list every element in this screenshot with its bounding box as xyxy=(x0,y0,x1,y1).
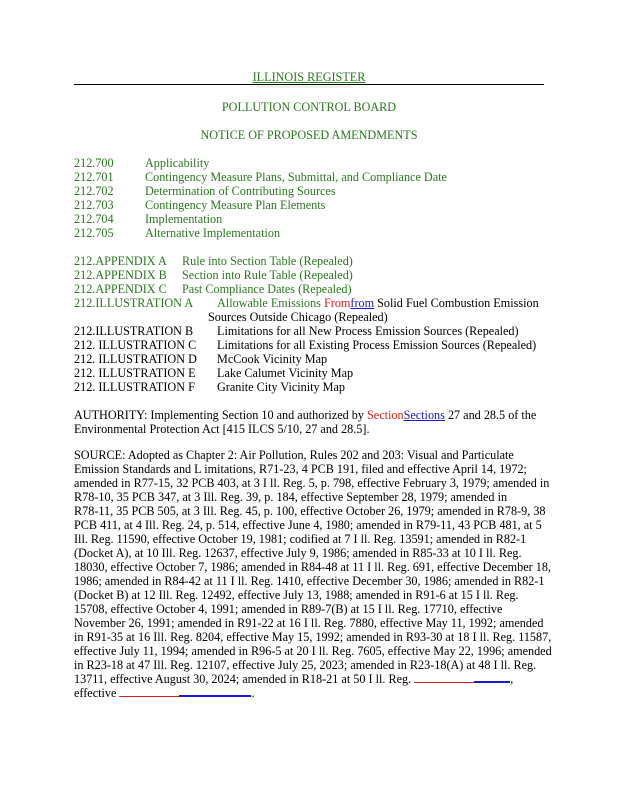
illustration-number: 212.ILLUSTRATION B xyxy=(74,324,194,338)
section-title: Determination of Contributing Sources xyxy=(145,184,336,198)
illustration-title: Lake Calumet Vicinity Map xyxy=(217,366,354,380)
source-line: in R23-18 at 47 Ill. Reg. 12107, effective July 25, 2023; amended in R23-18(A) at 48 I ll. Reg. xyxy=(74,658,537,672)
authority-line: Environmental Protection Act [415 ILCS 5/10, 27 and 28.5]. xyxy=(74,422,370,436)
blank-blue-underline xyxy=(179,686,251,697)
appendix-title: Past Compliance Dates (Repealed) xyxy=(182,282,352,296)
source-line: November 26, 1991; amended in R91-22 at 16 I ll. Reg. 7880, effective May 11, 1992; amended xyxy=(74,616,544,630)
illustration-title-pre: Allowable Emissions xyxy=(217,296,324,310)
illustration-title-continuation: Sources Outside Chicago (Repealed) xyxy=(208,310,388,324)
source-line: amended in R77-15, 32 PCB 403, at 3 I ll. Reg. 5, p. 798, effective February 3, 1979; amended in xyxy=(74,476,550,490)
register-header xyxy=(74,70,544,85)
source-line: effective July 11, 1994; amended in R96-5 at 20 I ll. Reg. 7605, effective May 22, 1996; amended xyxy=(74,644,552,658)
source-line: (Docket B) at 12 Ill. Reg. 12492, effective July 13, 1988; amended in R91-6 at 15 I ll. Reg. xyxy=(74,588,519,602)
blank-red-underline xyxy=(119,687,179,697)
section-number: 212.702 xyxy=(74,184,114,198)
source-line: R78-10, 35 PCB 347, at 3 Ill. Reg. 39, p. 184, effective September 28, 1979; amended in xyxy=(74,490,508,504)
toc-section-row xyxy=(74,184,336,198)
section-title: Applicability xyxy=(145,156,210,170)
illustration-title: Limitations for all New Process Emission Sources (Repealed) xyxy=(217,324,519,338)
appendix-number: 212.APPENDIX A xyxy=(74,254,167,268)
blank-blue-underline xyxy=(474,672,510,683)
illustration-title: Limitations for all Existing Process Emission Sources (Repealed) xyxy=(217,338,537,352)
source-line: SOURCE: Adopted as Chapter 2: Air Pollution, Rules 202 and 203: Visual and Particulate xyxy=(74,448,514,462)
toc-section-row xyxy=(74,198,325,212)
illustration-title-post: Solid Fuel Combustion Emission xyxy=(374,296,539,310)
source-line-end: . xyxy=(251,686,255,700)
inserted-text: from xyxy=(350,296,375,310)
source-paragraph xyxy=(74,448,552,700)
deleted-text: Section xyxy=(367,408,404,422)
illustration-number: 212. ILLUSTRATION E xyxy=(74,366,196,380)
section-number: 212.700 xyxy=(74,156,114,170)
source-line xyxy=(74,672,544,686)
authority-line xyxy=(74,408,544,422)
toc-appendix-row xyxy=(74,282,352,296)
illustration-title: McCook Vicinity Map xyxy=(217,352,328,366)
inserted-text: Sections xyxy=(403,408,445,422)
toc-appendix-row xyxy=(74,268,353,282)
appendix-number: 212.APPENDIX C xyxy=(74,282,167,296)
source-line: PCB 411, at 4 Ill. Reg. 24, p. 514, effective June 4, 1980; amended in R79-11, 43 PCB 481, at 5 xyxy=(74,518,542,532)
toc-illustration-row xyxy=(74,366,353,380)
source-line-text: 13711, effective August 30, 2024; amended in R18-21 at 50 I ll. Reg. xyxy=(74,672,415,686)
blank-red-underline xyxy=(414,673,474,683)
register-title: ILLINOIS REGISTER xyxy=(252,70,366,84)
source-line: 15708, effective October 4, 1991; amended in R89-7(B) at 15 I ll. Reg. 17710, effective xyxy=(74,602,503,616)
section-number: 212.705 xyxy=(74,226,114,240)
section-title: Contingency Measure Plan Elements xyxy=(145,198,326,212)
illustration-number: 212. ILLUSTRATION D xyxy=(74,352,197,366)
source-line: Emission Standards and L imitations, R71-23, 4 PCB 191, filed and effective April 14, 1972; xyxy=(74,462,527,476)
deleted-text: From xyxy=(323,296,351,310)
appendix-number: 212.APPENDIX B xyxy=(74,268,167,282)
source-line: 18030, effective October 7, 1986; amended in R84-48 at 11 I ll. Reg. 691, effective December 18, xyxy=(74,560,551,574)
appendix-title: Section into Rule Table (Repealed) xyxy=(182,268,353,282)
authority-text: AUTHORITY: Implementing Section 10 and authorized by xyxy=(74,408,368,422)
authority-paragraph xyxy=(74,408,544,436)
toc-appendix-row xyxy=(74,254,353,268)
section-title: Implementation xyxy=(145,212,223,226)
toc-section-row xyxy=(74,212,222,226)
authority-text-post: 27 and 28.5 of the xyxy=(444,408,537,422)
source-line: Ill. Reg. 11590, effective October 19, 1981; codified at 7 I ll. Reg. 13591; amended in R82-1 xyxy=(74,532,527,546)
toc-illustration-row xyxy=(74,352,327,366)
section-title: Contingency Measure Plans, Submittal, and Compliance Date xyxy=(145,170,447,184)
source-line: (Docket A), at 10 Ill. Reg. 12637, effective July 9, 1986; amended in R85-33 at 10 I ll. Reg. xyxy=(74,546,522,560)
section-title: Alternative Implementation xyxy=(145,226,281,240)
appendix-title: Rule into Section Table (Repealed) xyxy=(182,254,353,268)
toc-section-row xyxy=(74,170,447,184)
source-line xyxy=(74,686,544,700)
toc-section-row xyxy=(74,156,209,170)
toc-illustration-row xyxy=(74,296,539,310)
section-number: 212.701 xyxy=(74,170,114,184)
section-number: 212.704 xyxy=(74,212,114,226)
toc-illustration-row xyxy=(74,380,345,394)
source-line-text: effective xyxy=(74,686,120,700)
illustration-title: Granite City Vicinity Map xyxy=(217,380,346,394)
toc-section-row xyxy=(74,226,280,240)
illustration-number: 212. ILLUSTRATION C xyxy=(74,338,197,352)
illustration-number: 212. ILLUSTRATION F xyxy=(74,380,195,394)
notice-title: NOTICE OF PROPOSED AMENDMENTS xyxy=(200,128,418,142)
illustration-number: 212.ILLUSTRATION A xyxy=(74,296,194,310)
toc-illustration-row xyxy=(74,338,536,352)
toc-illustration-row xyxy=(74,324,519,338)
source-line: in R91-35 at 16 Ill. Reg. 8204, effective May 15, 1992; amended in R93-30 at 18 I ll. Reg. 11587, xyxy=(74,630,552,644)
source-line: 1986; amended in R84-42 at 11 I ll. Reg. 1410, effective December 30, 1986; amended in R82-1 xyxy=(74,574,545,588)
source-line: R78-11, 35 PCB 505, at 3 Ill. Reg. 45, p. 100, effective October 26, 1979; amended in R78-9, 38 xyxy=(74,504,546,518)
board-title: POLLUTION CONTROL BOARD xyxy=(221,100,397,114)
section-number: 212.703 xyxy=(74,198,114,212)
source-line-end: , xyxy=(510,672,514,686)
